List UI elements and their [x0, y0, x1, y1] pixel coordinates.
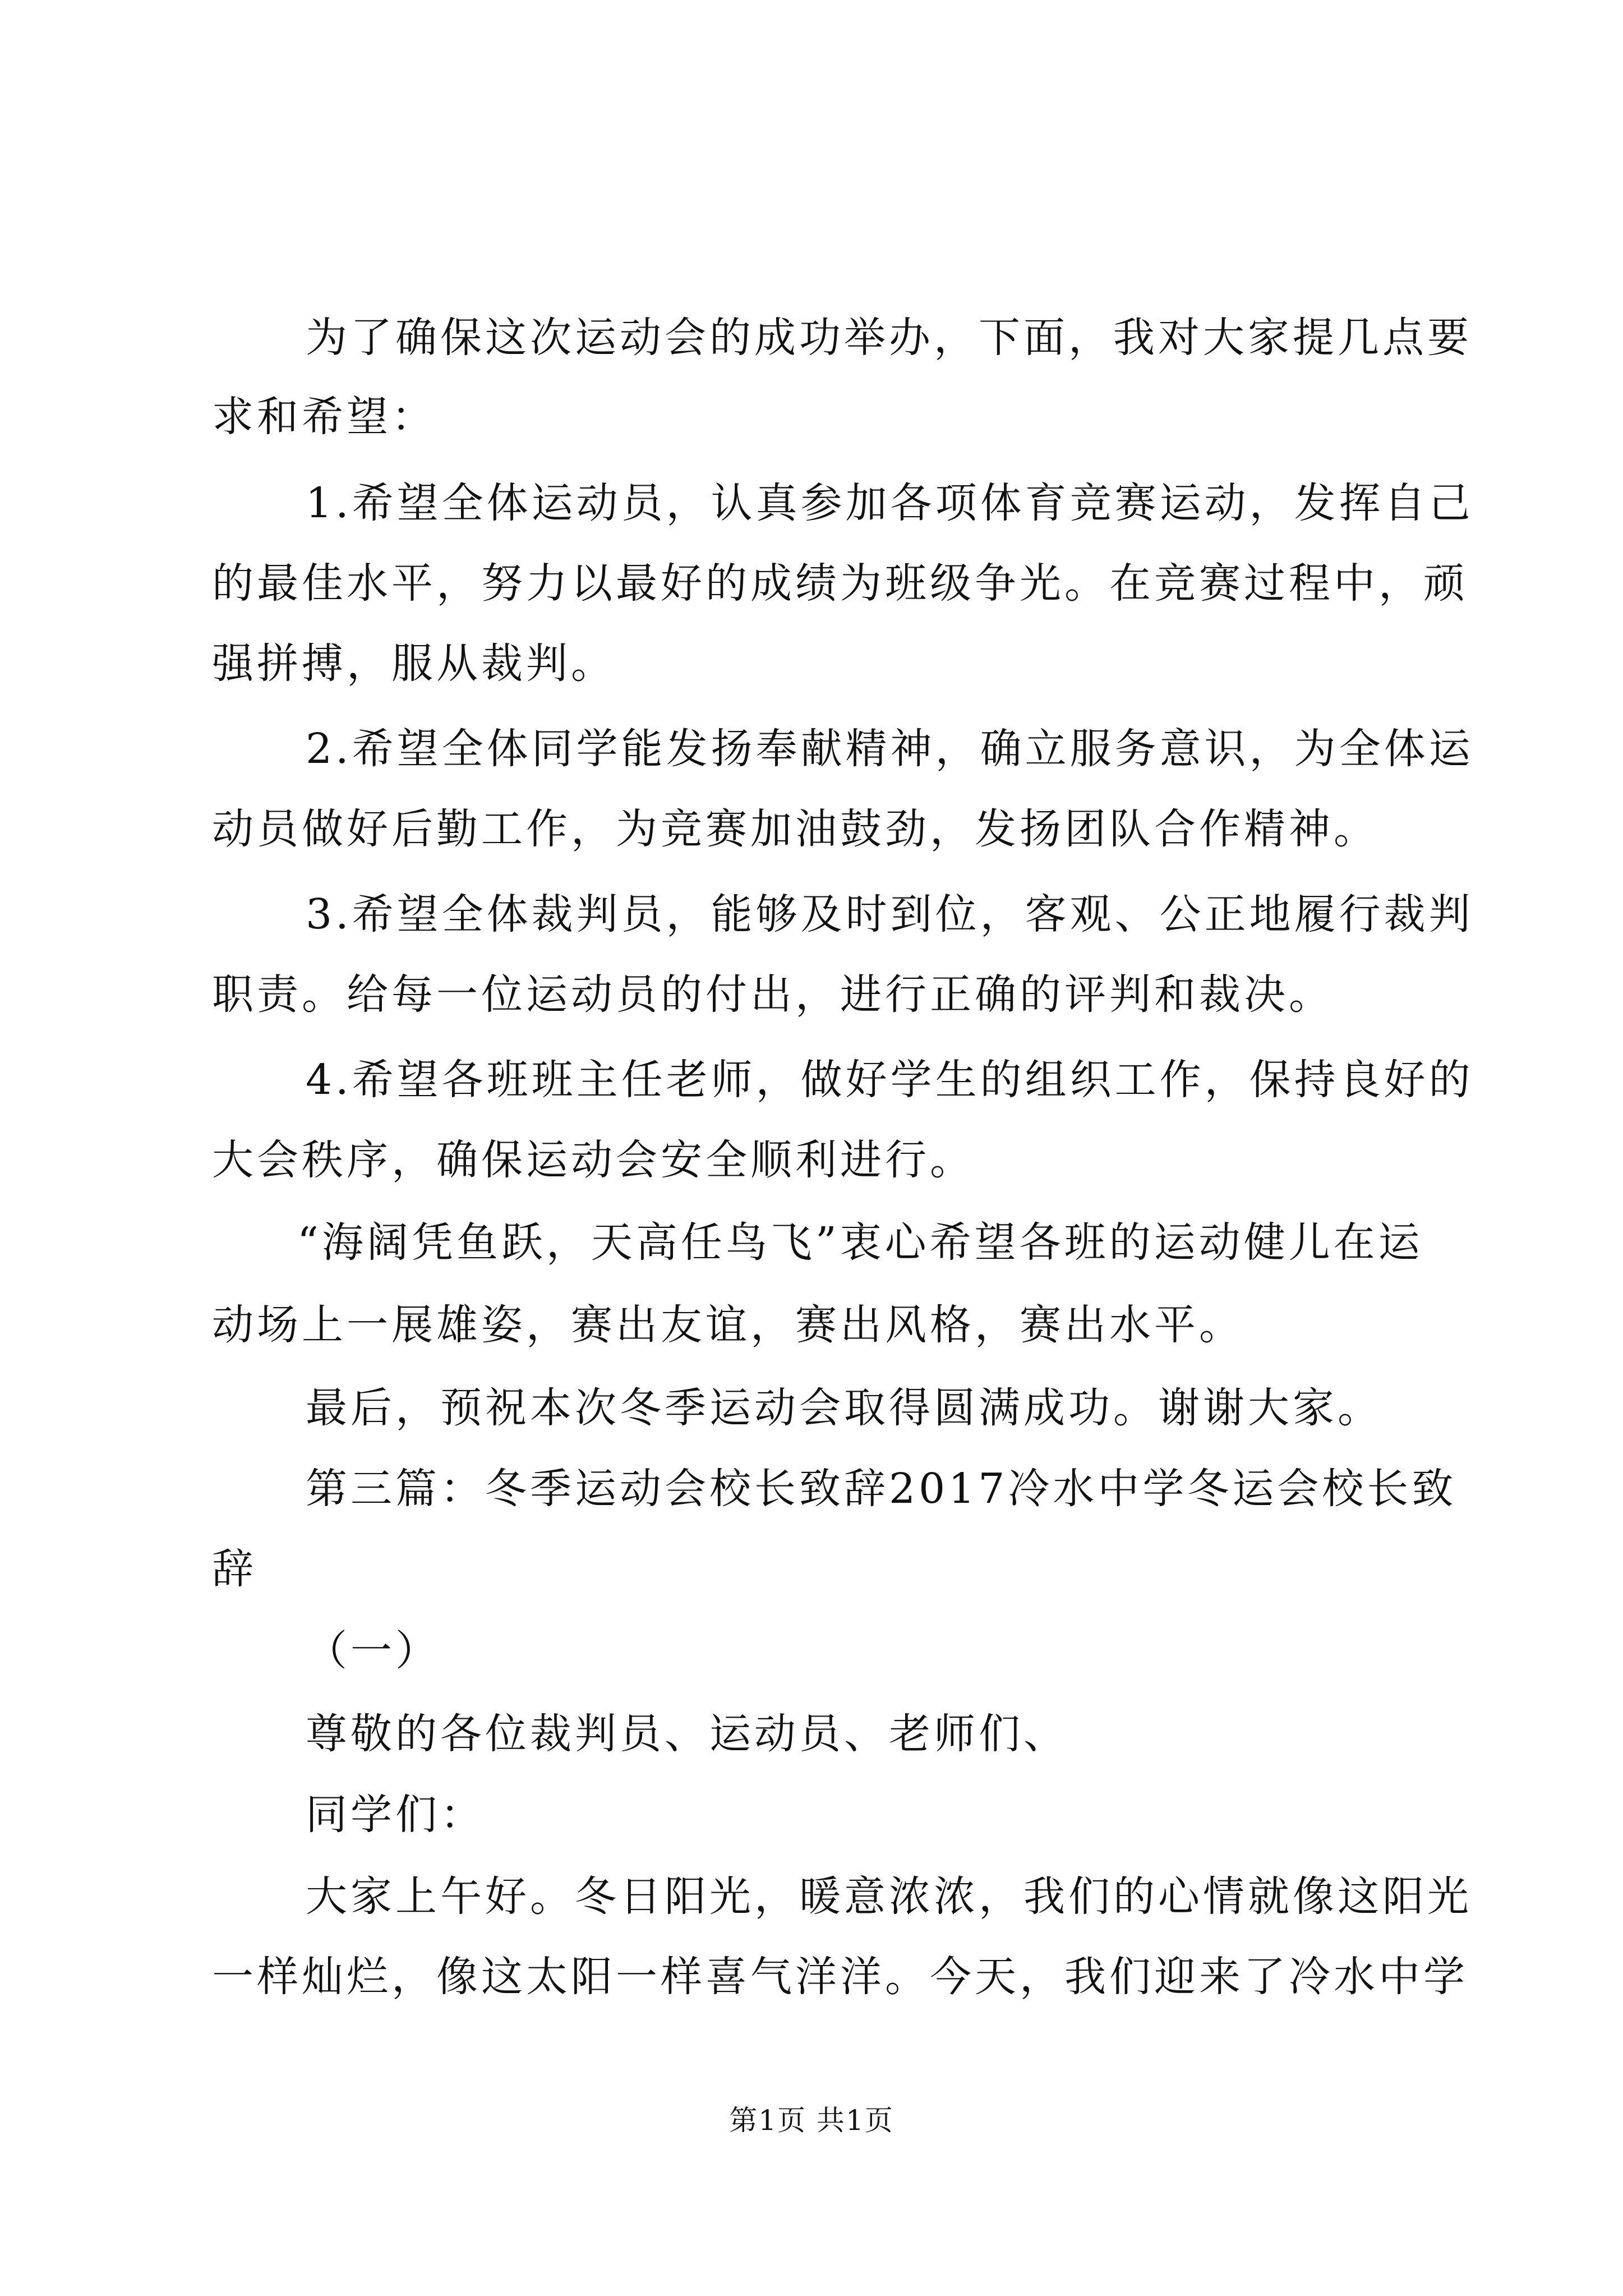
paragraph-line: 大家上午好。冬日阳光，暖意浓浓，我们的心情就像这阳光 [306, 1872, 1472, 1921]
section-heading-line: 辞 [212, 1545, 257, 1593]
paragraph-line: 强拼搏，服从裁判。 [212, 639, 616, 688]
paragraph-line: 3.希望全体裁判员，能够及时到位，客观、公正地履行裁判 [306, 890, 1474, 938]
paragraph-line: 2.希望全体同学能发扬奉献精神，确立服务意识，为全体运 [306, 725, 1474, 773]
paragraph-line: 大会秩序，确保运动会安全顺利进行。 [212, 1136, 975, 1184]
paragraph-line: 为了确保这次运动会的成功举办，下面，我对大家提几点要 [306, 314, 1472, 362]
paragraph-line: 动场上一展雄姿，赛出友谊，赛出风格，赛出水平。 [212, 1301, 1244, 1349]
page-number-footer: 第1页 共1页 [729, 2104, 894, 2137]
paragraph-line: 职责。给每一位运动员的付出，进行正确的评判和裁决。 [212, 970, 1334, 1019]
paragraph-line: 4.希望各班班主任老师，做好学生的组织工作，保持良好的 [306, 1056, 1474, 1104]
salutation-line: 尊敬的各位裁判员、运动员、老师们、 [306, 1710, 1068, 1758]
paragraph-line: 的最佳水平，努力以最好的成绩为班级争光。在竞赛过程中，顽 [212, 559, 1468, 608]
paragraph-line: 求和希望： [212, 393, 436, 441]
paragraph-line: “海阔凭鱼跃，天高任鸟飞”衷心希望各班的运动健儿在运 [297, 1218, 1423, 1267]
paragraph-line: 最后，预祝本次冬季运动会取得圆满成功。谢谢大家。 [306, 1384, 1382, 1432]
salutation-line: 同学们： [306, 1791, 485, 1839]
paragraph-line: 动员做好后勤工作，为竞赛加油鼓劲，发扬团队合作精神。 [212, 805, 1378, 853]
section-number: （一） [306, 1627, 440, 1675]
section-heading-line: 第三篇：冬季运动会校长致辞2017冷水中学冬运会校长致 [306, 1465, 1457, 1513]
paragraph-line: 1.希望全体运动员，认真参加各项体育竞赛运动，发挥自己 [306, 479, 1474, 527]
paragraph-line: 一样灿烂，像这太阳一样喜气洋洋。今天，我们迎来了冷水中学 [212, 1953, 1468, 2001]
